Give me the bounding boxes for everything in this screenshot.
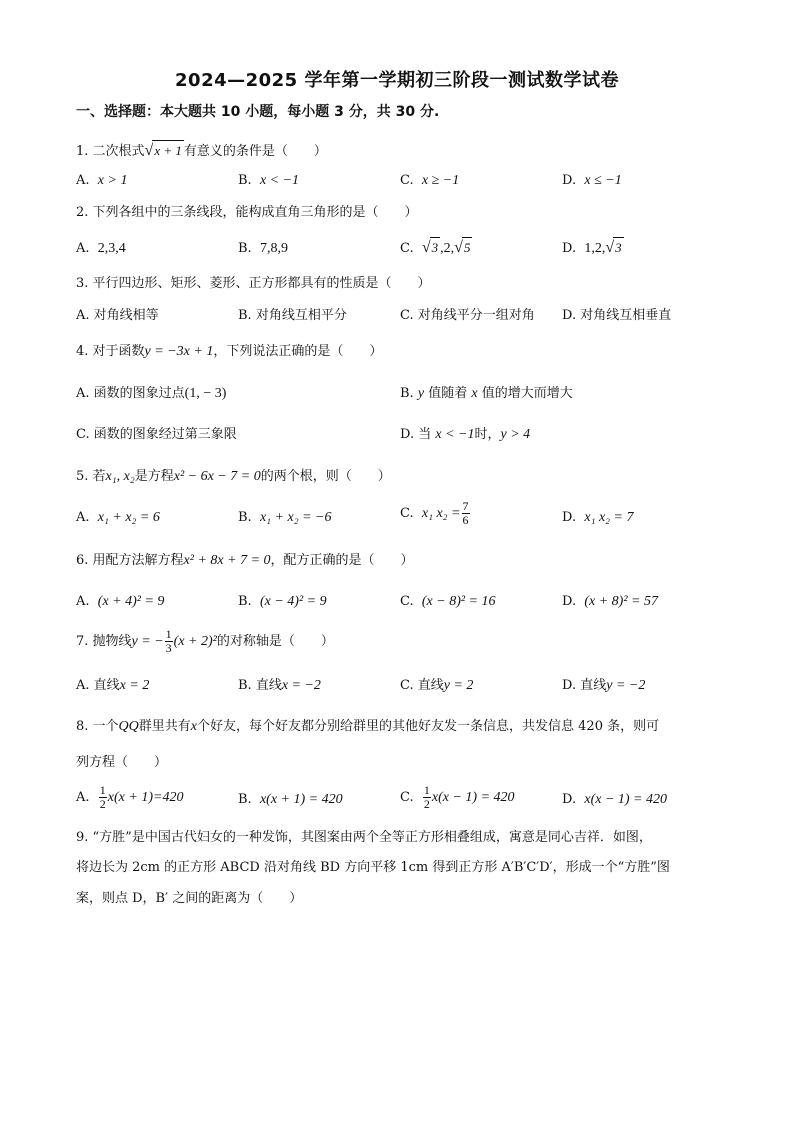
q4-option-b: B. y 值随着 x 值的增大而增大 — [400, 386, 573, 401]
q5-option-c: C. x₁ x₂ = $\frac{7}{6}$ — [400, 499, 469, 527]
q1-option-d: D. x ≤ −1 — [562, 173, 622, 188]
q4-option-d: D. 当 x < −1时，y > 4 — [400, 427, 531, 442]
q2-option-c: C. √3 ,2,√5 — [400, 239, 471, 256]
question-3: 3. 平行四边形、矩形、菱形、正方形都具有的性质是（ ） — [76, 276, 431, 291]
question-1 — [76, 140, 327, 162]
question-5: 5. 若x₁, x₂是方程x² − 6x − 7 = 0的两个根，则（ ） — [76, 469, 391, 484]
q1-option-c: C. x ≥ −1 — [400, 173, 460, 188]
q3-option-d: D. 对角线互相垂直 — [562, 308, 672, 323]
q8-option-c: C. $\frac{1}{2}$ x(x − 1) = 420 — [400, 783, 515, 811]
q1-option-a: A. x > 1 — [76, 173, 128, 188]
q3-option-b: B. 对角线互相平分 — [238, 308, 347, 323]
q3-option-c: C. 对角线平分一组对角 — [400, 308, 535, 323]
q5-option-d: D. x₁ x₂ = 7 — [562, 510, 634, 525]
q2-option-b: B. 7,8,9 — [238, 241, 288, 256]
q1-prefix: 1. 二次根式 — [76, 144, 145, 159]
q2-option-a: A. 2,3,4 — [76, 241, 126, 256]
q2-option-d: D. 1,2,√3 — [562, 239, 622, 256]
question-8-line-2: 列方程（ ） — [76, 755, 168, 770]
q4-option-c: C. 函数的图象经过第三象限 — [76, 427, 237, 442]
q3-option-a: A. 对角线相等 — [76, 308, 159, 323]
question-9-line-2: 将边长为 2cm 的正方形 ABCD 沿对角线 BD 方向平移 1cm 得到正方形 A′B′C′D′，形成一个“方胜”图 — [76, 860, 670, 875]
q1-option-b: B. x < −1 — [238, 173, 300, 188]
q8-option-a: A. $\frac{1}{2}$ x(x + 1)=420 — [76, 783, 184, 811]
q7-option-d: D. 直线y = −2 — [562, 678, 646, 693]
question-4: 4. 对于函数y = −3x + 1，下列说法正确的是（ ） — [76, 344, 383, 359]
q8-option-b: B. x(x + 1) = 420 — [238, 792, 343, 807]
q7-option-b: B. 直线x = −2 — [238, 678, 321, 693]
section-heading: 一、选择题：本大题共 10 小题，每小题 3 分，共 30 分. — [76, 104, 440, 120]
q6-option-c: C. (x − 8)² = 16 — [400, 594, 496, 609]
q6-option-d: D. (x + 8)² = 57 — [562, 594, 658, 609]
q7-option-c: C. 直线y = 2 — [400, 678, 474, 693]
q6-option-a: A. (x + 4)² = 9 — [76, 594, 165, 609]
q4-option-a: A. 函数的图象过点(1, − 3) — [76, 386, 227, 401]
question-8-line-1: 8. 一个QQ群里共有x个好友，每个好友都分别给群里的其他好友发一条信息，共发信息 420 条，则可 — [76, 719, 660, 734]
q1-suffix: 有意义的条件是（ ） — [183, 144, 327, 159]
question-9-line-1: 9. “方胜”是中国古代妇女的一种发饰，其图案由两个全等正方形相叠组成，寓意是同心吉祥．如图， — [76, 830, 652, 845]
q5-option-a: A. x₁ + x₂ = 6 — [76, 510, 160, 525]
q7-option-a: A. 直线x = 2 — [76, 678, 150, 693]
q5-option-b: B. x₁ + x₂ = −6 — [238, 510, 332, 525]
question-2: 2. 下列各组中的三条线段，能构成直角三角形的是（ ） — [76, 205, 418, 220]
question-9-line-3: 案，则点 D，B′ 之间的距离为（ ） — [76, 891, 303, 906]
question-6: 6. 用配方法解方程x² + 8x + 7 = 0，配方正确的是（ ） — [76, 553, 414, 568]
exam-title: 2024—2025 学年第一学期初三阶段一测试数学试卷 — [175, 70, 619, 91]
question-7: 7. 抛物线y = − $\frac{1}{3}$ (x + 2)²的对称轴是（ ） — [76, 627, 334, 655]
q8-option-d: D. x(x − 1) = 420 — [562, 792, 668, 807]
fraction: $\frac{1}{3}$ — [165, 627, 172, 655]
fraction: $\frac{7}{6}$ — [462, 499, 469, 527]
q6-option-b: B. (x − 4)² = 9 — [238, 594, 327, 609]
sqrt-expression: √x + 1 — [144, 142, 182, 159]
